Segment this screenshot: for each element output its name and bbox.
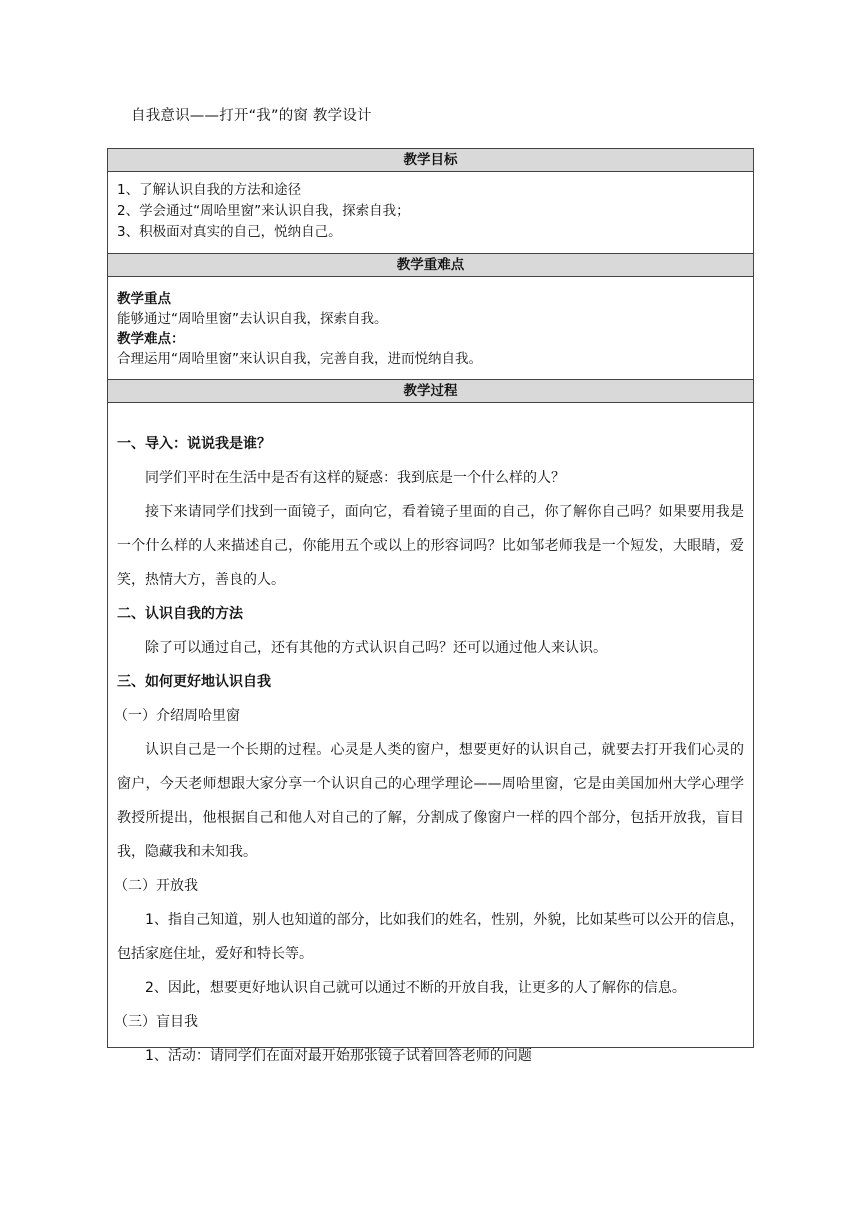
- subsection-heading: （三）盲目我: [114, 1014, 198, 1030]
- focus-label: 教学重点: [117, 291, 171, 307]
- subsection-paragraph: 1、活动：请同学们在面对最开始那张镜子试着回答老师的问题: [145, 1048, 532, 1064]
- subsection-paragraph: 认识自己是一个长期的过程。心灵是人类的窗户，想要更好的认识自己，就要去打开我们心灵的窗户，今天老师想跟大家分享一个认识自己的心理学理论——周哈里窗，它是由美国加州大学心理学教授所提出，他根据自己和他人对自己的了解，分割成了像窗户一样的四个部分，包括开放我，盲目我，隐藏我和未知我。: [117, 742, 744, 860]
- subsection-paragraph: 1、指自己知道，别人也知道的部分，比如我们的姓名，性别，外貌，比如某些可以公开的信息，包括家庭住址，爱好和特长等。: [117, 912, 744, 962]
- section2-heading: 二、认识自我的方法: [117, 606, 243, 622]
- process-header: 教学过程: [108, 379, 753, 403]
- subsection-heading: （二）开放我: [114, 878, 198, 894]
- section2-paragraph: 除了可以通过自己，还有其他的方式认识自己吗？还可以通过他人来认识。: [145, 640, 607, 656]
- document-title: 自我意识——打开“我”的窗 教学设计: [131, 108, 372, 124]
- subsection-paragraph: 2、因此，想要更好地认识自己就可以通过不断的开放自我，让更多的人了解你的信息。: [145, 980, 686, 996]
- difficulty-text: 合理运用“周哈里窗”来认识自我，完善自我，进而悦纳自我。: [117, 351, 482, 367]
- goals-header: 教学目标: [108, 149, 753, 172]
- section1-heading: 一、导入：说说我是谁？: [117, 436, 271, 452]
- section1-paragraph: 同学们平时在生活中是否有这样的疑惑：我到底是一个什么样的人？: [145, 470, 565, 486]
- goal-item: 3、积极面对真实的自己，悦纳自己。: [117, 224, 342, 240]
- key-points-header: 教学重难点: [108, 253, 753, 277]
- process-section: [108, 403, 753, 1064]
- subsection-heading: （一）介绍周哈里窗: [114, 708, 240, 724]
- goal-item: 2、学会通过“周哈里窗”来认识自我，探索自我；: [117, 203, 410, 219]
- difficulty-label: 教学难点：: [117, 331, 185, 347]
- section1-paragraph: 接下来请同学们找到一面镜子，面向它，看着镜子里面的自己，你了解你自己吗？如果要用我是一个什么样的人来描述自己，你能用五个或以上的形容词吗？比如邹老师我是一个短发，大眼睛，爱笑，热情大方，善良的人。: [117, 504, 744, 588]
- section3-heading: 三、如何更好地认识自我: [117, 674, 271, 690]
- lesson-plan-table: [107, 148, 754, 1064]
- goal-item: 1、了解认识自我的方法和途径: [117, 182, 302, 198]
- key-points-section: [108, 277, 753, 379]
- focus-text: 能够通过“周哈里窗”去认识自我，探索自我。: [117, 311, 388, 327]
- goals-section: [108, 172, 753, 253]
